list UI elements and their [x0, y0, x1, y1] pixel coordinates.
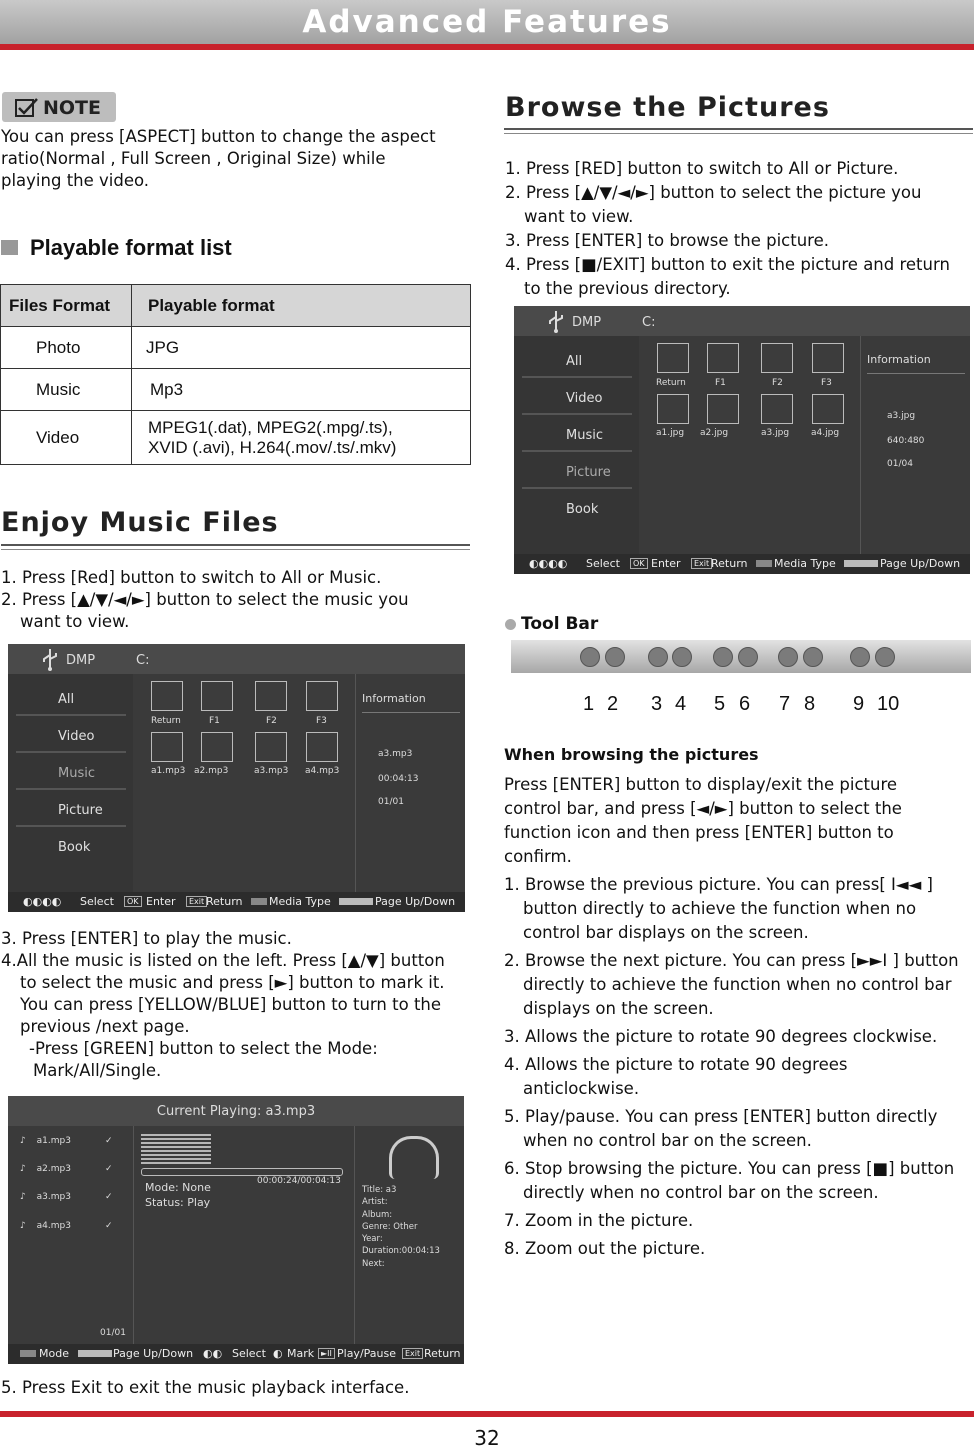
picture-file-icon[interactable] — [761, 394, 793, 424]
divider — [504, 128, 973, 130]
file-label: a3.mp3 — [254, 766, 289, 776]
drive-label: C: — [642, 315, 656, 330]
bullet-icon — [505, 619, 516, 630]
divider — [1, 549, 470, 550]
sidebar — [8, 674, 133, 892]
file-label: a2.mp3 — [194, 766, 229, 776]
thumb-label: Return — [151, 716, 181, 726]
toolbar-number: 2 — [607, 693, 619, 715]
current-playing: Current Playing: a3.mp3 — [156, 1104, 316, 1119]
picture-browser-screen — [514, 306, 970, 574]
sidebar — [514, 336, 639, 554]
table-header: Files Format — [1, 285, 132, 327]
page-title: Advanced Features — [302, 4, 672, 40]
sidebar-item-video[interactable]: Video — [522, 385, 632, 415]
dmp-title: DMP — [572, 315, 602, 330]
toolbar-number: 7 — [779, 693, 791, 715]
music-heading: Enjoy Music Files — [1, 507, 279, 538]
sidebar-item-picture[interactable]: Picture — [522, 459, 632, 489]
table-row: Photo JPG — [1, 327, 471, 369]
music-step5: 5. Press Exit to exit the music playback interface. — [1, 1378, 410, 1397]
music-file-icon[interactable] — [151, 732, 183, 762]
sidebar-item-picture[interactable]: Picture — [16, 797, 126, 827]
file-label: a4.mp3 — [305, 766, 340, 776]
info-panel: Information a3.mp3 00:04:13 01/01 — [355, 674, 466, 892]
toolbar — [511, 640, 971, 673]
thumb-label: F2 — [266, 716, 277, 726]
list-item[interactable]: ♪ a4.mp3 ✓ — [20, 1221, 113, 1231]
music-file-icon[interactable] — [306, 732, 338, 762]
screen-footer: ◐◐◐◐ Select OK Enter Exit Return Media Type Page Up/Down — [514, 554, 970, 574]
music-player-screen — [8, 1096, 464, 1364]
divider — [504, 133, 973, 134]
time-label: 00:00:24/00:04:13 — [257, 1176, 341, 1186]
thumb-label: F2 — [772, 378, 783, 388]
mode-label: Mode: None — [145, 1181, 211, 1194]
sidebar-item-book[interactable]: Book — [566, 502, 599, 517]
picture-file-icon[interactable] — [657, 394, 689, 424]
music-steps-b: 3. Press [ENTER] to play the music. 4.All the music is listed on the left. Press [▲/▼] button to select the music and press [►] button to mark it. You can press [YELLOW/BLUE] button to turn to the previous /next page. -Press [GREEN] button to select the Mode: Mark/All/Single. — [1, 929, 445, 1080]
player-footer: Mode Page Up/Down ◐◐ Select ◐ Mark ►II Play/Pause Exit Return — [8, 1344, 464, 1364]
folder-icon[interactable] — [812, 343, 844, 373]
pictures-heading: Browse the Pictures — [505, 92, 830, 123]
progress-bar[interactable] — [141, 1168, 343, 1176]
playlist — [8, 1126, 134, 1344]
zoom-out-icon[interactable] — [803, 647, 823, 667]
track-count: 01/01 — [100, 1328, 126, 1338]
usb-icon — [544, 309, 568, 333]
sidebar-item-video[interactable]: Video — [16, 723, 126, 753]
thumb-label: F3 — [821, 378, 832, 388]
table-header: Playable format — [132, 285, 471, 327]
pictures-steps: 1. Press [RED] button to switch to All or Picture. 2. Press [▲/▼/◄/►] button to select the picture you want to view. 3. Press [ENTER] to browse the picture. 4. Press [■/EXIT] button to exit the picture and return to the previous directory. — [505, 159, 950, 298]
next-icon[interactable] — [605, 647, 625, 667]
divider — [1, 544, 470, 546]
rotate-anticlockwise-icon[interactable] — [672, 647, 692, 667]
page-number: 32 — [474, 1426, 500, 1450]
list-item[interactable]: ♪ a2.mp3 ✓ — [20, 1164, 113, 1174]
note-label: NOTE — [43, 97, 101, 119]
zoom-in-icon[interactable] — [778, 647, 798, 667]
meta-panel: Title: a3 Artist: Album: Genre: Other Year: Duration:00:04:13 Next: — [354, 1126, 465, 1344]
sidebar-item-book[interactable]: Book — [58, 840, 91, 855]
toolbar-number: 3 — [651, 693, 663, 715]
previous-icon[interactable] — [580, 647, 600, 667]
checkbox-icon — [14, 97, 40, 119]
table-row: Video MPEG1(.dat), MPEG2(.mpg/.ts), XVID (.avi), H.264(.mov/.ts/.mkv) — [1, 411, 471, 465]
sidebar-item-music[interactable]: Music — [522, 422, 632, 452]
thumb-label: F1 — [209, 716, 220, 726]
headphones-icon — [389, 1136, 439, 1179]
status-label: Status: Play — [145, 1196, 211, 1209]
rotate-clockwise-icon[interactable] — [648, 647, 668, 667]
thumb-label: F1 — [715, 378, 726, 388]
info-panel: Information a3.jpg 640:480 01/04 — [860, 336, 971, 554]
drive-label: C: — [136, 653, 150, 668]
browsing-heading: When browsing the pictures — [504, 745, 759, 764]
folder-icon[interactable] — [306, 681, 338, 711]
music-file-icon[interactable] — [201, 732, 233, 762]
toolbar-heading: Tool Bar — [521, 614, 599, 634]
music-browser-screen — [8, 644, 465, 912]
folder-icon[interactable] — [255, 681, 287, 711]
note-text: You can press [ASPECT] button to change the aspect ratio(Normal , Full Screen , Original Size) while playing the video. — [1, 127, 436, 190]
info-icon[interactable] — [875, 647, 895, 667]
toolbar-number: 4 — [675, 693, 687, 715]
browsing-text: Press [ENTER] button to display/exit the picture control bar, and press [◄/►] button to select the function icon and then press [ENTER] button to confirm. 1. Browse the previous picture. You can press[ I◄◄ ] button directly to achieve the function when no control bar displays on the screen. 2. Browse the next picture. You can press [►►I ] button directly to achieve the function when no control bar displays on the screen. 3. Allows the picture to rotate 90 degrees clockwise. 4. Allows the picture to rotate 90 degrees anticlockwise. 5. Play/pause. You can press [ENTER] button directly when no control bar on the screen. 6. Stop browsing the picture. You can press [■] button directly when no control bar on the screen. 7. Zoom in the picture. 8. Zoom out the picture. — [504, 775, 959, 1258]
list-item[interactable]: ♪ a1.mp3 ✓ — [20, 1136, 113, 1146]
sidebar-item-all[interactable]: All — [16, 686, 126, 716]
sidebar-item-all[interactable]: All — [522, 348, 632, 378]
picture-file-icon[interactable] — [812, 394, 844, 424]
picture-file-icon[interactable] — [707, 394, 739, 424]
thumb-label: Return — [656, 378, 686, 388]
file-label: a1.mp3 — [151, 766, 186, 776]
folder-icon[interactable] — [201, 681, 233, 711]
thumb-label: F3 — [316, 716, 327, 726]
toolbar-number: 6 — [739, 693, 751, 715]
file-label: a2.jpg — [700, 428, 729, 438]
stop-icon[interactable] — [738, 647, 758, 667]
toolbar-number: 5 — [714, 693, 726, 715]
pause-icon[interactable] — [713, 647, 733, 667]
toolbar-number: 1 — [583, 693, 595, 715]
music-steps-a: 1. Press [Red] button to switch to All or Music. 2. Press [▲/▼/◄/►] button to select the music you want to view. — [1, 568, 409, 631]
table-row: Music Mp3 — [1, 369, 471, 411]
usb-icon — [38, 647, 62, 671]
list-item[interactable]: ♪ a3.mp3 ✓ — [20, 1192, 113, 1202]
spectrum-icon — [141, 1134, 211, 1164]
file-label: a1.jpg — [656, 428, 685, 438]
header-red-stripe — [0, 44, 974, 50]
return-folder-icon[interactable] — [151, 681, 183, 711]
dmp-title: DMP — [66, 653, 96, 668]
section-square-icon — [1, 240, 18, 255]
file-label: a4.jpg — [811, 428, 840, 438]
toolbar-number: 9 — [853, 693, 865, 715]
folder-icon[interactable] — [707, 343, 739, 373]
folder-icon[interactable] — [761, 343, 793, 373]
format-table — [0, 284, 471, 465]
footer-red-stripe — [0, 1411, 974, 1417]
toolbar-number: 10 — [877, 693, 900, 715]
file-label: a3.jpg — [761, 428, 790, 438]
playable-heading: Playable format list — [30, 235, 232, 260]
sidebar-item-music[interactable]: Music — [16, 760, 126, 790]
music-file-icon[interactable] — [255, 732, 287, 762]
toolbar-number: 8 — [804, 693, 816, 715]
screen-footer: ◐◐◐◐ Select OK Enter Exit Return Media Type Page Up/Down — [8, 892, 465, 912]
return-folder-icon[interactable] — [657, 343, 689, 373]
settings-icon[interactable] — [850, 647, 870, 667]
